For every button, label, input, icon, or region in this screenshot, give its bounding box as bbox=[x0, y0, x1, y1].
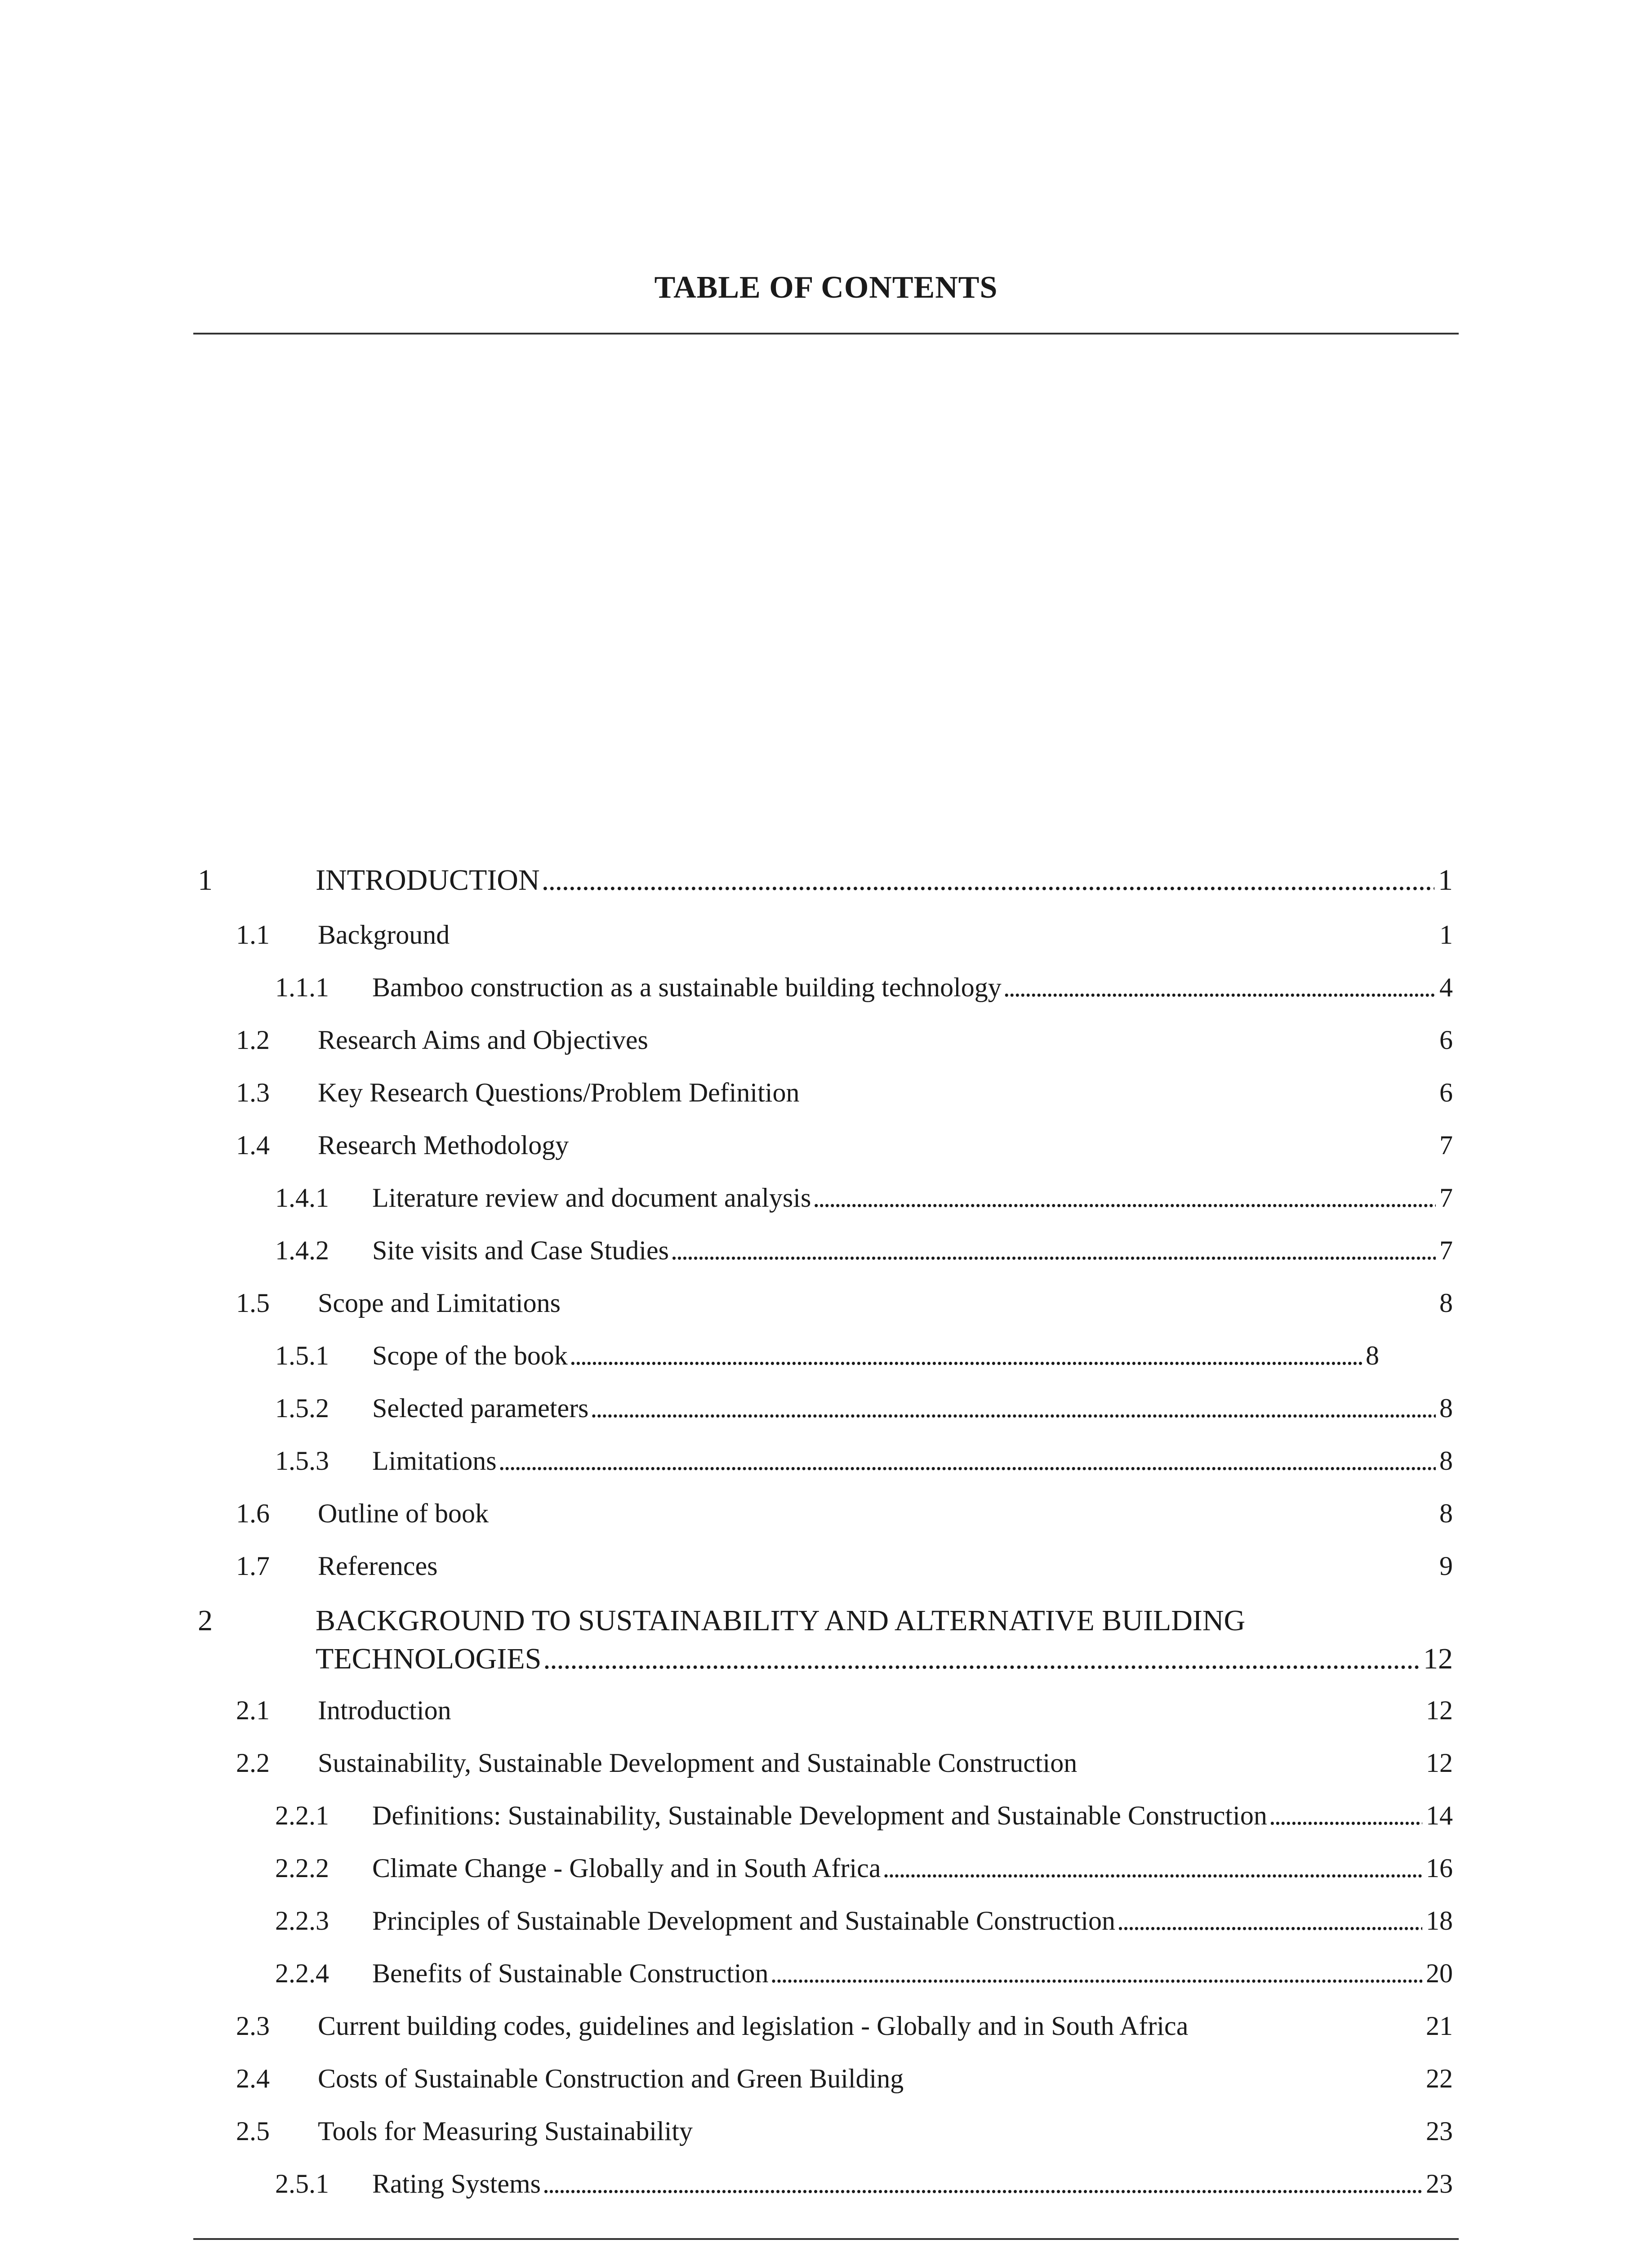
toc-entry-number: 2.2 bbox=[236, 1748, 270, 1778]
toc-entry-title-line1[interactable]: BACKGROUND TO SUSTAINABILITY AND ALTERNATIVE BUILDING bbox=[316, 1604, 1246, 1637]
toc-entry-title: Benefits of Sustainable Construction bbox=[372, 1958, 769, 1988]
toc-entry-number: 2.2.1 bbox=[275, 1801, 329, 1830]
toc-entry-number: 1.5.1 bbox=[275, 1341, 329, 1370]
toc-entry-number: 1.4.2 bbox=[275, 1236, 329, 1265]
toc-entry-number: 2.2.3 bbox=[275, 1906, 329, 1936]
toc-entry-title: Current building codes, guidelines and legislation - Globally and in South Africa bbox=[318, 2011, 1189, 2041]
toc-entry-number: 2.5 bbox=[236, 2116, 270, 2146]
toc-entry-page: 8 bbox=[1366, 1341, 1379, 1370]
toc-entry-number: 1.6 bbox=[236, 1499, 270, 1528]
toc-entry-title: TECHNOLOGIES bbox=[316, 1642, 542, 1675]
toc-entry-page: 12 bbox=[1426, 1695, 1453, 1725]
toc-entry-title: Research Methodology bbox=[318, 1130, 569, 1160]
bottom-divider bbox=[193, 2238, 1459, 2240]
toc-entry-page: 21 bbox=[1426, 2011, 1453, 2041]
dot-leader bbox=[1115, 1905, 1422, 1936]
toc-entry-page: 22 bbox=[1426, 2064, 1453, 2093]
toc-entry-page: 12 bbox=[1423, 1642, 1453, 1675]
toc-entry-title: Literature review and document analysis bbox=[372, 1183, 811, 1213]
toc-entry-page: 20 bbox=[1426, 1958, 1453, 1988]
toc-entry-number: 1.1 bbox=[236, 920, 270, 950]
toc-entry-title: Climate Change - Globally and in South Africa bbox=[372, 1853, 881, 1883]
toc-entry-page: 4 bbox=[1439, 972, 1453, 1002]
toc-entry-number: 2.3 bbox=[236, 2011, 270, 2041]
toc-entry-page: 23 bbox=[1426, 2169, 1453, 2199]
toc-entry-title: Sustainability, Sustainable Development and Sustainable Construction bbox=[318, 1748, 1078, 1778]
toc-entry-number: 1 bbox=[198, 864, 213, 897]
dot-leader bbox=[568, 1340, 1362, 1371]
toc-entry-title: Principles of Sustainable Development and Sustainable Construction bbox=[372, 1906, 1116, 1936]
toc-entry-page: 8 bbox=[1439, 1393, 1453, 1423]
toc-entry-number: 1.3 bbox=[236, 1078, 270, 1107]
dot-leader bbox=[811, 1182, 1436, 1213]
dot-leader bbox=[588, 1393, 1436, 1424]
toc-entry-title: Site visits and Case Studies bbox=[372, 1236, 669, 1265]
toc-entry-page: 16 bbox=[1426, 1853, 1453, 1883]
toc-entry-page: 18 bbox=[1426, 1906, 1453, 1936]
toc-entry-page: 8 bbox=[1439, 1499, 1453, 1528]
toc-entry-number: 2.1 bbox=[236, 1695, 270, 1725]
toc-entry-title: Costs of Sustainable Construction and Green Building bbox=[318, 2064, 904, 2093]
toc-entry-title: Definitions: Sustainability, Sustainable Development and Sustainable Construction bbox=[372, 1801, 1267, 1830]
dot-leader bbox=[1267, 1800, 1422, 1831]
toc-entry-number: 2.4 bbox=[236, 2064, 270, 2093]
toc-entry-page: 7 bbox=[1439, 1130, 1453, 1160]
toc-entry-title: Research Aims and Objectives bbox=[318, 1025, 648, 1055]
dot-leader bbox=[541, 1642, 1420, 1676]
toc-entry-page: 8 bbox=[1439, 1288, 1453, 1318]
toc-entry-title: Scope of the book bbox=[372, 1341, 568, 1370]
toc-entry-number: 2 bbox=[198, 1604, 213, 1637]
toc-entry-title: Bamboo construction as a sustainable building technology bbox=[372, 972, 1002, 1002]
toc-entry-page: 7 bbox=[1439, 1236, 1453, 1265]
toc-entry-page: 9 bbox=[1439, 1551, 1453, 1581]
toc-entry-page: 6 bbox=[1439, 1078, 1453, 1107]
toc-entry-number: 2.2.4 bbox=[275, 1958, 329, 1988]
toc-entry-title: Introduction bbox=[318, 1695, 451, 1725]
toc-entry-number: 1.2 bbox=[236, 1025, 270, 1055]
toc-entry-title: Limitations bbox=[372, 1446, 497, 1476]
toc-entry-page: 14 bbox=[1426, 1801, 1453, 1830]
toc-entry-number: 1.7 bbox=[236, 1551, 270, 1581]
top-divider bbox=[193, 333, 1459, 335]
dot-leader bbox=[540, 863, 1434, 897]
toc-entry-number: 1.5.3 bbox=[275, 1446, 329, 1476]
toc-entry-number: 2.5.1 bbox=[275, 2169, 329, 2199]
toc-entry-page: 8 bbox=[1439, 1446, 1453, 1476]
toc-entry-number: 1.5 bbox=[236, 1288, 270, 1318]
dot-leader bbox=[881, 1853, 1422, 1884]
page-title: TABLE OF CONTENTS bbox=[654, 270, 998, 305]
dot-leader bbox=[669, 1235, 1436, 1266]
dot-leader bbox=[497, 1445, 1436, 1476]
toc-entry-page: 1 bbox=[1438, 864, 1453, 897]
dot-leader bbox=[541, 2168, 1422, 2199]
toc-entry-page: 7 bbox=[1439, 1183, 1453, 1213]
toc-entry-title: Scope and Limitations bbox=[318, 1288, 561, 1318]
toc-entry-number: 2.2.2 bbox=[275, 1853, 329, 1883]
toc-entry-page: 23 bbox=[1426, 2116, 1453, 2146]
toc-entry-title: Background bbox=[318, 920, 450, 950]
toc-entry-title: Tools for Measuring Sustainability bbox=[318, 2116, 693, 2146]
toc-entry-title: INTRODUCTION bbox=[316, 864, 540, 897]
toc-entry-title: Selected parameters bbox=[372, 1393, 589, 1423]
toc-entry-page: 12 bbox=[1426, 1748, 1453, 1778]
toc-entry-title: Rating Systems bbox=[372, 2169, 541, 2199]
dot-leader bbox=[769, 1958, 1422, 1989]
toc-entry-page: 6 bbox=[1439, 1025, 1453, 1055]
toc-entry-title: Key Research Questions/Problem Definition bbox=[318, 1078, 800, 1107]
dot-leader bbox=[1002, 972, 1436, 1003]
toc-entry-title: References bbox=[318, 1551, 438, 1581]
toc-entry-title: Outline of book bbox=[318, 1499, 489, 1528]
toc-entry-number: 1.4 bbox=[236, 1130, 270, 1160]
toc-entry-page: 1 bbox=[1439, 920, 1453, 950]
toc-entry-number: 1.5.2 bbox=[275, 1393, 329, 1423]
toc-entry-number: 1.4.1 bbox=[275, 1183, 329, 1213]
toc-entry-number: 1.1.1 bbox=[275, 972, 329, 1002]
